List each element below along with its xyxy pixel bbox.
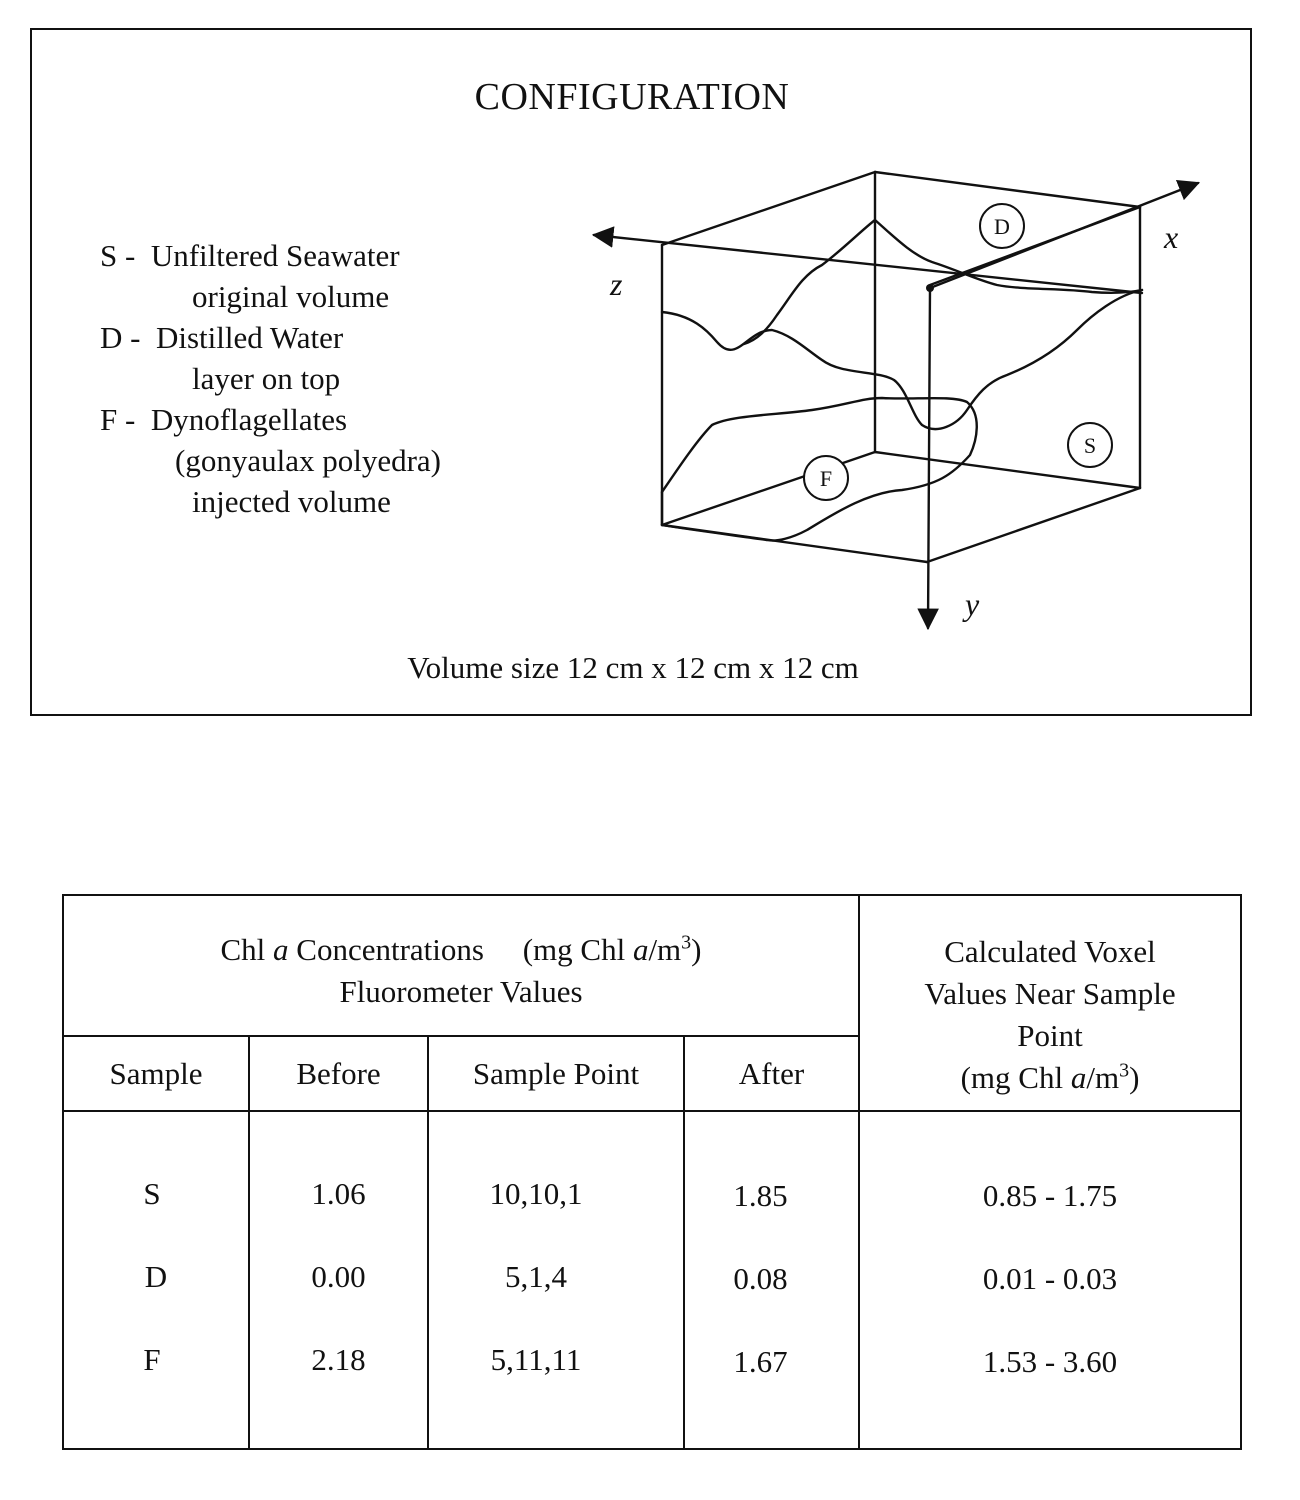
row-d-before: 0.00 bbox=[311, 1259, 366, 1294]
row-s-sample: S bbox=[143, 1176, 161, 1211]
f-volume-front-edge bbox=[662, 525, 767, 540]
row-s-before: 1.06 bbox=[311, 1176, 366, 1211]
table-divider-vertical-2 bbox=[427, 1035, 429, 1448]
region-marker-f-label: F bbox=[819, 466, 833, 491]
row-d-after: 0.08 bbox=[733, 1261, 788, 1296]
row-d-sample-point: 5,1,4 bbox=[505, 1259, 567, 1294]
table-divider-vertical-3 bbox=[683, 1035, 685, 1448]
origin-point bbox=[926, 284, 934, 292]
volume-size-caption: Volume size 12 cm x 12 cm x 12 cm bbox=[407, 650, 859, 685]
cube-edge-front-top bbox=[662, 172, 875, 245]
cube-edge-right-bottom bbox=[927, 488, 1140, 562]
row-s-after: 1.85 bbox=[733, 1178, 788, 1213]
legend-s-line2: original volume bbox=[192, 279, 390, 314]
row-f-after: 1.67 bbox=[733, 1344, 788, 1379]
table-divider-horizontal-header bbox=[64, 1110, 1240, 1112]
group-header-line1: Chl a Concentrations (mg Chl $a/m^3$) bbox=[220, 931, 702, 967]
group-header-line2: Fluorometer Values bbox=[339, 974, 583, 1009]
row-d-sample: D bbox=[144, 1259, 168, 1294]
row-d-calculated: 0.01 - 0.03 bbox=[982, 1261, 1118, 1296]
configuration-panel bbox=[30, 28, 1252, 716]
y-axis-line bbox=[928, 288, 930, 628]
group-header-fluorometer bbox=[64, 929, 858, 1013]
x-axis-label: x bbox=[1164, 219, 1179, 255]
region-marker-d-label: D bbox=[994, 214, 1010, 239]
row-s-sample-point: 10,10,1 bbox=[489, 1176, 583, 1211]
y-axis-label: y bbox=[965, 586, 980, 622]
cube-edge-back-top bbox=[875, 172, 1140, 207]
ds-interface-back-curve bbox=[744, 220, 875, 344]
row-f-before: 2.18 bbox=[311, 1342, 366, 1377]
table-divider-vertical-1 bbox=[248, 1035, 250, 1448]
column-header-sample: Sample bbox=[109, 1056, 203, 1091]
region-marker-s-label: S bbox=[1083, 433, 1097, 458]
legend-d-line1: D - Distilled Water bbox=[100, 320, 344, 355]
legend-d-line2: layer on top bbox=[192, 361, 341, 396]
row-f-calculated: 1.53 - 3.60 bbox=[982, 1344, 1118, 1379]
legend-f-line2: (gonyaulax polyedra) bbox=[175, 443, 441, 478]
chlorophyll-table bbox=[62, 894, 1242, 1450]
configuration-title: CONFIGURATION bbox=[474, 76, 790, 118]
row-f-sample-point: 5,11,11 bbox=[490, 1342, 582, 1377]
column-header-before: Before bbox=[296, 1056, 381, 1091]
x-axis-line bbox=[930, 183, 1198, 288]
volume-cube-diagram bbox=[32, 30, 1254, 718]
legend-f-line3: injected volume bbox=[192, 484, 391, 519]
z-axis-label: z bbox=[610, 266, 623, 302]
legend-s-line1: S - Unfiltered Seawater bbox=[100, 238, 400, 273]
row-f-sample: F bbox=[143, 1342, 161, 1377]
column-header-sample-point: Sample Point bbox=[472, 1056, 640, 1091]
legend-f-line1: F - Dynoflagellates bbox=[100, 402, 348, 437]
table-divider-horizontal-group bbox=[64, 1035, 858, 1037]
header-calculated-voxel: Calculated Voxel Values Near Sample Point (mg Chl $a/m^3$) bbox=[924, 934, 1176, 1095]
column-header-after: After bbox=[738, 1056, 805, 1091]
ds-interface-curve bbox=[662, 290, 1142, 429]
z-axis-line bbox=[594, 235, 1142, 293]
row-s-calculated: 0.85 - 1.75 bbox=[982, 1178, 1118, 1213]
